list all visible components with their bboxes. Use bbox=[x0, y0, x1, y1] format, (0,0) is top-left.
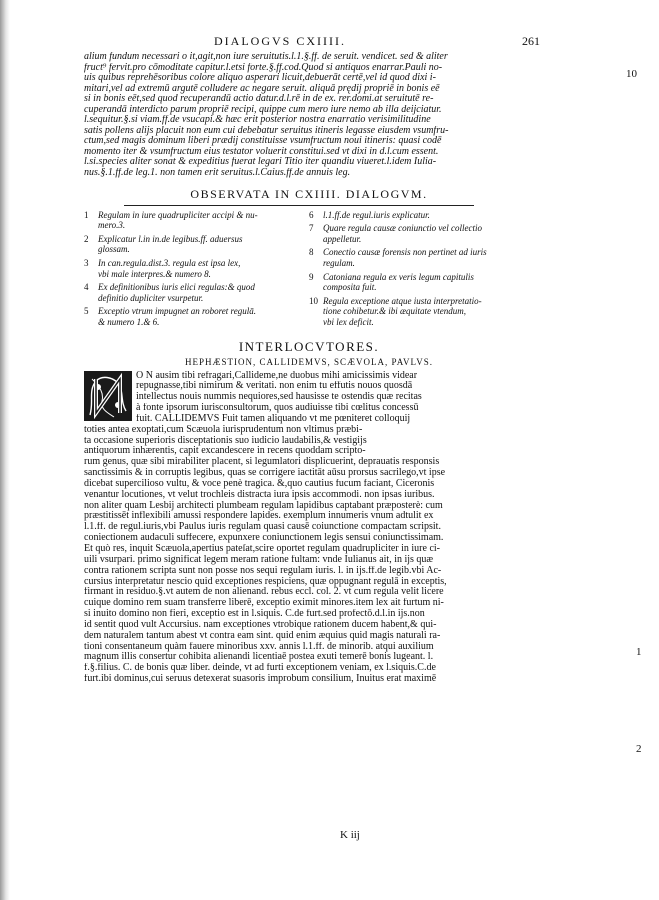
observata-item-number: 9 bbox=[309, 271, 314, 282]
observata-item-number: 1 bbox=[84, 209, 89, 220]
observata-item-text bbox=[98, 306, 256, 327]
observata-item-line: glossam. bbox=[98, 244, 130, 255]
observata-item-line: tione cohibetur.& ibi æquitate vtendum, bbox=[323, 306, 466, 317]
decorated-initial-n-icon bbox=[84, 371, 132, 421]
observata-item-line: Exceptio vtrum impugnet an roboret regulā. bbox=[98, 306, 256, 317]
observata-item-line: Conectio causæ forensis non pertinet ad iuris bbox=[323, 247, 487, 258]
text-line: id sentit quod vult Accursius. nam exceptiones vtrobique rationem ducem habent,& qui- bbox=[84, 619, 437, 630]
observata-item-line: Quare regula causæ coniunctio vel collectio bbox=[323, 223, 483, 234]
observata-item bbox=[84, 234, 309, 255]
observata-item-line: Regulam in iure quadrupliciter accipi & nu- bbox=[98, 209, 258, 220]
observata-item-line: & numero 1.& 6. bbox=[98, 316, 160, 327]
observata-item-line: In can.regula.dist.3. regula est ipsa lex, bbox=[98, 257, 241, 268]
observata-item-text bbox=[323, 210, 430, 221]
page-header bbox=[84, 34, 540, 52]
observata-item-line: Explicatur l.in in.de legibus.ff. aduersus bbox=[98, 233, 243, 244]
observata-item-number: 2 bbox=[84, 233, 89, 244]
text-line: uili vsurpari. primo significat legem meram ratione fultam: vnde Iulianus ait, in ijs quæ bbox=[84, 554, 434, 565]
text-line: uis quibus reprehēsoribus colore aliquo asperari licuit,debuerāt certē,vel id quod dixi i- bbox=[84, 73, 436, 84]
text-line: ctum,sed magis dominum liberi prædij constituisse vsumfructum noui itineris: quasi codē bbox=[84, 136, 442, 147]
observata-item-number: 6 bbox=[309, 209, 314, 220]
observata-item-number: 5 bbox=[84, 306, 89, 317]
observata-item-text bbox=[323, 272, 474, 293]
text-line: fuit. CALLIDEMVS Fuit tamen aliquando vt me pœniteret colloquij bbox=[136, 413, 411, 424]
text-line: alium fundum necessari o it,agit,non iure seruitutis.l.1.§.ff. de seruit. vendicet. sed & aliter bbox=[84, 52, 448, 62]
observata-item-number: 3 bbox=[84, 257, 89, 268]
text-line: magnum illis consertur cohibita alienandi licentiaē postea exuti temerē bonis lugeant. l. bbox=[84, 652, 434, 663]
text-line: præstitissēt inflexibili amussi respondere lapides. exemplum innumeris vnum adtulit ex bbox=[84, 511, 434, 522]
catchword: K iij bbox=[340, 829, 360, 841]
observata-item-text bbox=[98, 258, 240, 279]
observata-item-number: 4 bbox=[84, 282, 89, 293]
text-line: contra rationem scripta sunt non posse nos sequi regulam iuris. l. in ijs.ff.de legib.vbi Ac- bbox=[84, 565, 442, 576]
text-line: ta occasione superioris disceptationis suo iudicio laudabilis,& vestigijs bbox=[84, 435, 367, 446]
observata-rule bbox=[124, 205, 474, 206]
observata-item-text bbox=[323, 247, 487, 268]
observata-item bbox=[84, 258, 309, 279]
observata-item-line: definitio dupliciter vsurpetur. bbox=[98, 292, 204, 303]
text-line: cuperandā interdicto parum propriē recipi, quippe cum mero iure nemo ab illa deijciatur. bbox=[84, 104, 442, 115]
observata-item-number: 8 bbox=[309, 247, 314, 258]
margin-number: 1 bbox=[636, 646, 642, 658]
text-line: satis pollens alijs placuit non eum cui debebatur seruitus itineris legasse eiusdem vsumfru- bbox=[84, 125, 449, 136]
margin-number: 2 bbox=[636, 743, 642, 755]
observata-item-text bbox=[98, 234, 243, 255]
text-line: intellectus nouis nummis nequiores,sed hausisse te ostendis quæ recitas bbox=[136, 392, 422, 403]
text-line: l.si.species aliter sonat & expeditius fuerat legari Titio iter quandiu viueret.l.idem Iulia- bbox=[84, 157, 437, 168]
running-title: DIALOGVS CXIIII. bbox=[214, 34, 346, 48]
observata-item-line: vbi male interpres.& numero 8. bbox=[98, 268, 211, 279]
text-line: Et quò res, inquit Scæuola,apertius pateſat,scire oportet regulam quadrupliciter in iure ci- bbox=[84, 544, 441, 554]
text-line: O N ausim tibi refragari,Callideme,ne duobus mihi amicissimis videar bbox=[136, 370, 418, 381]
text-line: si in bonis eēt,sed quod recuperandū actio datur.d.l.rē in de ex. rer.domi.at seruitutē re- bbox=[84, 94, 434, 105]
text-line: antiquorum inhærentis, capit excandescere in recens quoddam scripto- bbox=[84, 446, 366, 457]
text-line: dicebat supercilioso vultu, & voce penè tragica. &,quo cautius fucum faciant, Ciceronis bbox=[84, 478, 435, 489]
observata-item-text bbox=[98, 210, 258, 231]
text-line: venantur locutiones, vt velut trochleis distracta iura ipsis accommodi. non ipsas iuribus. bbox=[84, 489, 435, 500]
observata-item-number: 10 bbox=[309, 295, 318, 306]
observata-left-column bbox=[84, 210, 309, 331]
text-line: mitari,vel ad extremū argutē colludere ac negare seruit. aliquā prędij propriē in bonis eē bbox=[84, 83, 440, 94]
text-line: toties antea exoptati,cum Scæuola iurisprudentum non vltimus præbi- bbox=[84, 424, 363, 435]
observata-item-line: composita fuit. bbox=[323, 282, 377, 293]
observata-item-number: 7 bbox=[309, 223, 314, 234]
observata-item bbox=[309, 272, 534, 293]
text-line: cuique domino rem suam transferre liberē, exceptio eximit minores.item lex ait furtum ni- bbox=[84, 598, 444, 609]
observata-item-line: mero.3. bbox=[98, 220, 126, 231]
text-line: coniectionem audaculi suffecere, expunxere coniunctionem legis sensui coniunctissimam. bbox=[84, 533, 444, 544]
observata-item-text bbox=[323, 296, 482, 328]
page bbox=[84, 34, 540, 685]
observata-list bbox=[84, 210, 534, 331]
text-line: sanctissimis & in corruptis legibus, quas se corrigere iactitāt aūsu prorsus sacrilego,vt ipse bbox=[84, 468, 446, 479]
text-line: firmant in residuo.§.vt autem de non alienand. rebus eccl. col. 2. vt cum regula velit licere bbox=[84, 587, 444, 598]
text-line: rum genus, quæ sibi mirabiliter placent, si legumlatori displicuerint, deprauatis responsis bbox=[84, 457, 440, 468]
text-line: l.1.ff. de regul.iuris,vbi Paulus iuris regulam quasi causē coiunctione compactam scripsit. bbox=[84, 522, 441, 533]
dialogue-text bbox=[84, 371, 534, 685]
observata-item bbox=[84, 306, 309, 327]
observata-item-line: regulam. bbox=[323, 257, 355, 268]
text-line: non aliter quam Lesbij architecti plumbeam regulam lapidibus captabant præposterè: cum bbox=[84, 500, 443, 511]
page-number: 261 bbox=[522, 34, 540, 48]
dialogue-body bbox=[84, 371, 534, 685]
text-line: furt.ibi dominus,cui seruus detexerat suasoris improbum consilium, Inuitus erat maximē bbox=[84, 674, 437, 685]
text-line: repugnasse,tibi nimirum & veritati. non enim tu effutis nouos quosdā bbox=[136, 381, 413, 392]
opening-paragraph bbox=[84, 52, 534, 179]
observata-item bbox=[309, 210, 534, 221]
text-line: dem naturalem tantum abest vt contra eam sint. quid enim æquius quid magis naturali ra- bbox=[84, 630, 441, 641]
text-line: à fonte ipsorum iurisconsultorum, quos audiuisse tibi cœlitus concessū bbox=[136, 403, 419, 414]
text-line: tioni consentaneum quàm fauere minoribus xxv. annis l.1.ff. de minorib. atqui auxilium bbox=[84, 641, 434, 652]
observata-item-text bbox=[98, 282, 255, 303]
observata-item-text bbox=[323, 223, 482, 244]
text-line: l.sequitur.§.si viam.ff.de vsucapi.& hæc erit posterior nostra enarratio verisimilitudine bbox=[84, 115, 431, 126]
speakers-list: HEPHÆSTION, CALLIDEMVS, SCÆVOLA, PAVLVS. bbox=[185, 356, 433, 367]
text-line: f.§.filius. C. de bonis quæ liber. deinde, vt ad furti exceptionem veniam, ex l.siquis.C.de bbox=[84, 663, 436, 674]
text-line: cursius interpretatur nescio quid exceptiones respiciens, quæ oppugnant regulā in exceptis, bbox=[84, 576, 447, 587]
book-spine-shadow bbox=[0, 0, 10, 900]
observata-item bbox=[309, 247, 534, 268]
observata-item-line: Regula exceptione atque iusta interpretatio- bbox=[323, 295, 482, 306]
observata-item-line: appelletur. bbox=[323, 233, 362, 244]
observata-item-line: l.1.ff.de regul.iuris explicatur. bbox=[323, 209, 430, 220]
interlocutores-title: INTERLOCVTORES. bbox=[238, 338, 380, 354]
text-line: si inuito domino non fieri, exceptio est in l.siquis. C.de furt.sed profectō.d.l.in ijs.non bbox=[84, 609, 425, 620]
observata-title: OBSERVATA IN CXIIII. DIALOGVM. bbox=[190, 186, 428, 201]
observata-item bbox=[309, 296, 534, 328]
observata-item bbox=[84, 210, 309, 231]
text-line: nus.§.1.ff.de leg.1. non tamen erit seruitus.l.Caius.ff.de annuis leg. bbox=[84, 168, 351, 179]
observata-item bbox=[84, 282, 309, 303]
observata-item-line: Ex definitionibus iuris elici regulas:& quod bbox=[98, 282, 255, 293]
observata-item bbox=[309, 223, 534, 244]
observata-item-line: Catoniana regula ex veris legum capitulis bbox=[323, 271, 474, 282]
observata-item-line: vbi lex deficit. bbox=[323, 316, 374, 327]
observata-right-column bbox=[309, 210, 534, 331]
text-line: momento iter & vsumfructum eius testator voluerit constitui.sed vt dixi in d.l.cum essent. bbox=[84, 146, 439, 157]
text-line: fruct⁹ fervit.pro cōmoditate capitur.l.etsi forte.§.ff.cod.Quod si antiquos enarrar.Pauli no- bbox=[84, 62, 443, 73]
margin-number: 10 bbox=[626, 68, 637, 80]
